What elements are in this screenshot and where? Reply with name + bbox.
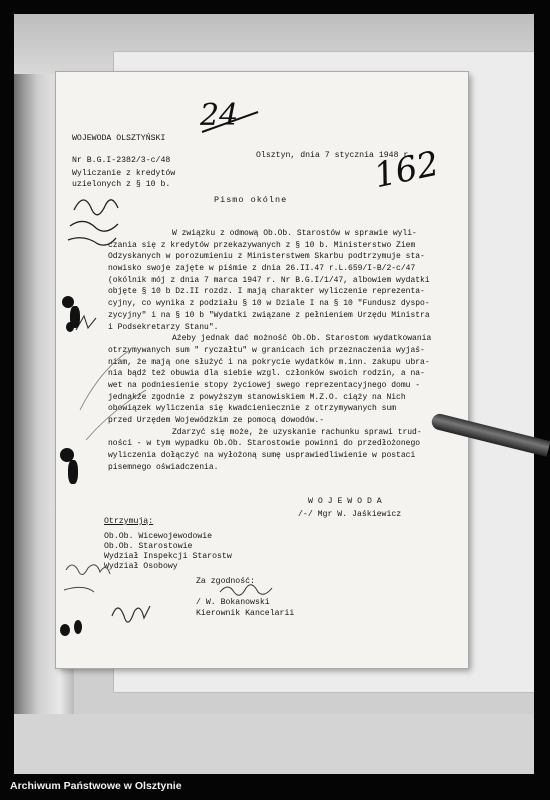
body-line: przed Urzędem Wojewódzkim ze pomocą dowodów.- — [108, 416, 325, 425]
recipient-item: Ob.Ob. Wicewojewodowie — [104, 532, 213, 541]
body-line: (okólnik mój z dnia 7 marca 1947 r. Nr B.G.I/1/47, albowiem wydatki — [108, 275, 430, 285]
recipient-item: Wydział Osobowy — [104, 562, 178, 571]
archive-credit: Archiwum Państwowe w Olsztynie — [10, 780, 182, 792]
office-name: WOJEWODA OLSZTYŃSKI — [72, 134, 166, 143]
document-title: Pismo okólne — [214, 195, 288, 205]
body-line: nia bądź też obuwia dla siebie wzgl. członków swoich rodzin, a na- — [108, 369, 425, 379]
place-date: Olsztyn, dnia 7 stycznia 1948 r. — [256, 151, 414, 160]
body-line: jednakże zgodnie z powyższym stanowiskiem M.Z.O. ciąży na Nich — [108, 392, 406, 402]
body-line: objęte § 10 b Dz.II rozdz. I mają charakter wyliczenie reprezenta- — [108, 287, 425, 297]
body-line: i Podsekretarzy Stanu". — [108, 322, 219, 332]
ink-blot — [60, 624, 70, 636]
recipient-item: Wydział Inspekcji Starostw — [104, 552, 232, 561]
body-line: Zdarzyć się może, że uzyskanie rachunku sprawi trud- — [172, 427, 422, 437]
body-line: wet na podniesienie stopy życiowej swego reprezentacyjnego domu - — [108, 380, 421, 390]
recipient-item: Ob.Ob. Starostowie — [104, 542, 193, 551]
body-line: nowisko swoje zajęte w piśmie z dnia 26.II.47 r.L.659/I-B/2-c/47 — [108, 264, 416, 274]
body-line: pisemnego oświadczenia. — [108, 462, 219, 472]
handwritten-page-number: 24 — [200, 98, 239, 133]
ink-blot — [66, 322, 74, 332]
certification-role: Kierownik Kancelarii — [196, 609, 295, 618]
certification-line: Za zgodność: — [196, 577, 255, 586]
body-line: obowiązek wyliczenia się kwadcieniecznie z otrzymywanych sum — [108, 404, 397, 414]
body-line: Aźeby jednak dać możność Ob.Ob. Starostom wydatkowania — [172, 334, 432, 344]
background-bottom — [14, 714, 534, 774]
certification-signer: / W. Bokanowski — [196, 598, 270, 607]
handwritten-folio-number: 162 — [370, 143, 443, 197]
body-line: niam, że mają one służyć i na pokrycie wydatków m.inn. zakupu ubra- — [108, 357, 430, 367]
body-line: otrzymywanych sum " ryczałtu" w granicach ich przeznaczenia wyjaś- — [108, 345, 425, 355]
body-line: wyliczenia dołączyć na wyłożoną sumę usprawiedliwienie w postaci — [108, 451, 416, 461]
reference-number: Nr B.G.I-2382/3-c/48 — [72, 156, 171, 165]
body-line: cyjny, co wynika z podziału § 10 w Dziale I na § 10 "Fundusz dyspo- — [108, 299, 430, 309]
certification-signature — [218, 580, 278, 600]
ink-blot — [68, 460, 78, 484]
strike-mark — [200, 104, 260, 144]
body-line: czania się z kredytów przekazywanych z § 10 b. Ministerstwo Ziem — [108, 240, 416, 250]
body-line: zycyjny" i na § 10 b "Wydatki związane z pełnieniem Urzędu Ministra — [108, 310, 430, 320]
recipients-heading: Otrzymują: — [104, 517, 154, 526]
handwritten-marginalia — [56, 180, 176, 660]
signature-name: /-/ Mgr W. Jaśkiewicz — [298, 510, 402, 519]
subject-line-1: Wyliczanie z kredytów — [72, 169, 176, 178]
signature-title: W O J E W O D A — [308, 497, 382, 506]
body-line: ności - w tym wypadku Ob.Ob. Starostowie powinni do przedłożonego — [108, 439, 421, 449]
ink-blot — [74, 620, 82, 634]
body-line: W związku z odmową Ob.Ob. Starostów w sprawie wyli- — [172, 229, 417, 238]
body-line: Odzyskanych w porozumieniu z Ministerstwem Skarbu podtrzymuje sta- — [108, 252, 425, 262]
subject-line-2: uzielonych z § 10 b. — [72, 180, 171, 189]
